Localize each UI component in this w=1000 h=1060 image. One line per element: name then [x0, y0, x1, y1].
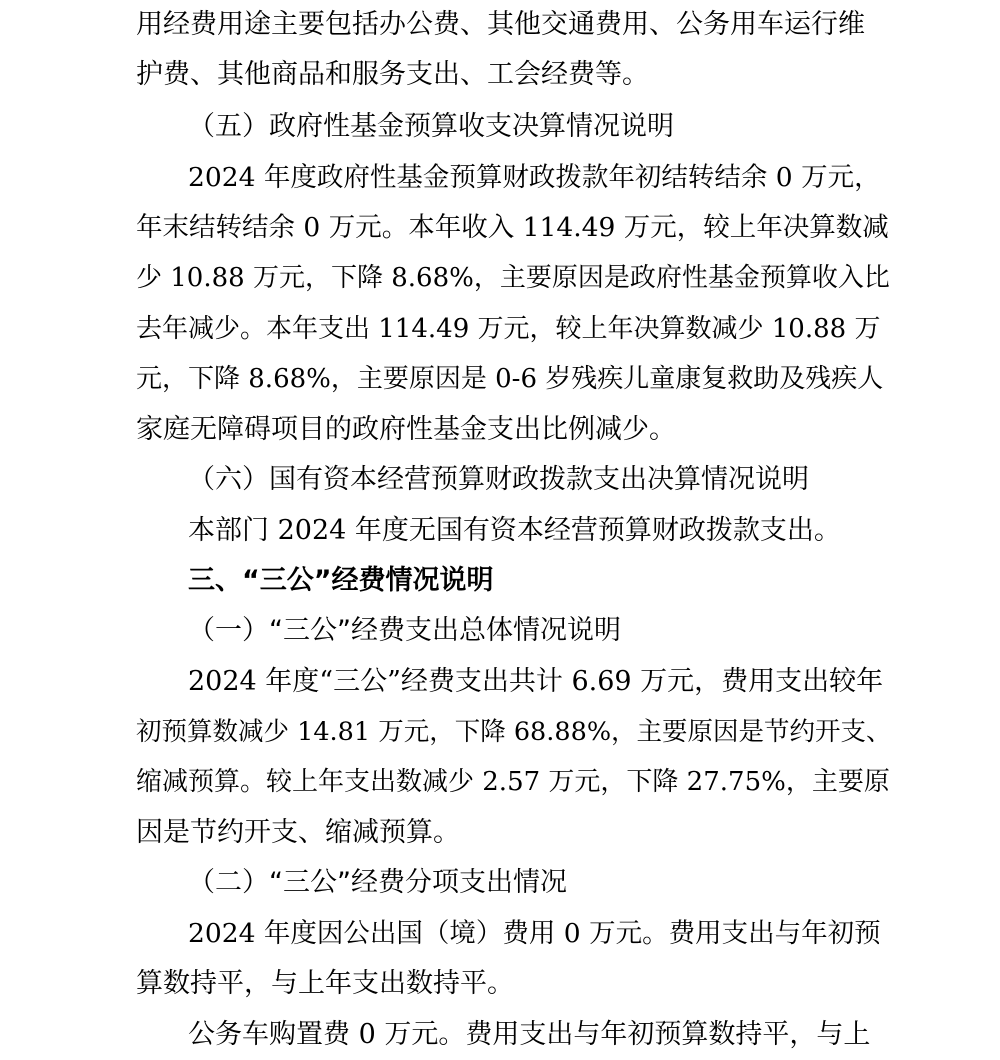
- paragraph-line: 元，下降 8.68%，主要原因是 0-6 岁残疾儿童康复救助及残疾人: [136, 364, 884, 394]
- paragraph-line: 少 10.88 万元，下降 8.68%，主要原因是政府性基金预算收入比: [136, 263, 890, 293]
- paragraph-line: 缩减预算。较上年支出数减少 2.57 万元，下降 27.75%，主要原: [136, 767, 890, 797]
- paragraph-line: 去年减少。本年支出 114.49 万元，较上年决算数减少 10.88 万: [136, 314, 881, 344]
- paragraph-line: 公务车购置费 0 万元。费用支出与年初预算数持平，与上: [188, 1019, 871, 1050]
- paragraph-line: 本部门 2024 年度无国有资本经营预算财政拨款支出。: [188, 515, 841, 546]
- paragraph-line: 用经费用途主要包括办公费、其他交通费用、公务用车运行维: [136, 9, 865, 40]
- paragraph-line: 2024 年度“三公”经费支出共计 6.69 万元，费用支出较年: [188, 666, 884, 697]
- paragraph-line: 护费、其他商品和服务支出、工会经费等。: [136, 59, 649, 90]
- section-heading-three-public-items: （二）“三公”经费分项支出情况: [188, 867, 567, 898]
- chapter-heading-three-public: 三、“三公”经费情况说明: [188, 565, 494, 596]
- paragraph-line: 2024 年度政府性基金预算财政拨款年初结转结余 0 万元，: [188, 162, 881, 193]
- paragraph-line: 年末结转结余 0 万元。本年收入 114.49 万元，较上年决算数减: [136, 212, 889, 243]
- paragraph-line: 2024 年度因公出国（境）费用 0 万元。费用支出与年初预: [188, 918, 881, 949]
- paragraph-line: 家庭无障碍项目的政府性基金支出比例减少。: [136, 414, 676, 445]
- paragraph-line: 算数持平，与上年支出数持平。: [136, 968, 514, 999]
- paragraph-line: 因是节约开支、缩减预算。: [136, 817, 460, 848]
- section-heading-three-public-total: （一）“三公”经费支出总体情况说明: [188, 615, 621, 646]
- section-heading-gov-fund: （五）政府性基金预算收支决算情况说明: [188, 111, 674, 142]
- paragraph-line: 初预算数减少 14.81 万元，下降 68.88%，主要原因是节约开支、: [136, 717, 892, 747]
- section-heading-state-capital: （六）国有资本经营预算财政拨款支出决算情况说明: [188, 464, 809, 495]
